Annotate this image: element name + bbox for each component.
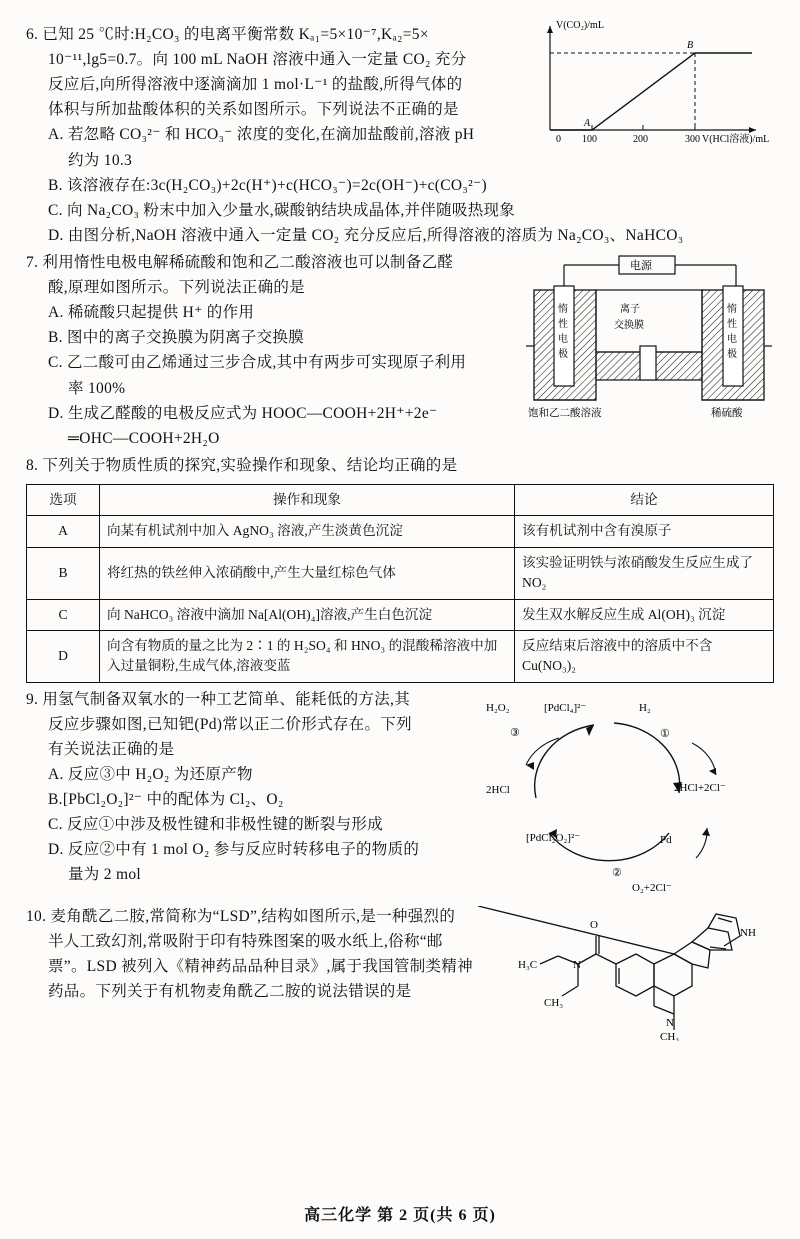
q6-ylabel: V(CO₂)/mL <box>556 20 604 31</box>
q7-membrane-label: 离子 <box>620 303 640 315</box>
q6-xtick-3: 300 <box>685 134 700 145</box>
svg-text:电: 电 <box>558 333 568 345</box>
question-10 <box>26 904 774 1039</box>
q9-stem-line-1: 9. 用氢气制备双氧水的一种工艺简单、能耗低的方法,其 <box>26 690 410 708</box>
svg-text:极: 极 <box>558 348 568 360</box>
q9-catalytic-cycle <box>464 683 774 898</box>
q9-label-o2-2cl: O₂+2Cl⁻ <box>632 881 672 894</box>
q9-step-3: ③ <box>510 726 520 739</box>
q8-table <box>26 484 774 683</box>
row-b-conclusion: 该实验证明铁与浓硝酸发生反应生成了 NO₂ <box>515 547 774 599</box>
row-a-conclusion: 该有机试剂中含有溴原子 <box>515 516 774 547</box>
q6-point-b: B <box>687 40 694 51</box>
table-row <box>27 516 774 547</box>
q9-stem-line-2: 反应步骤如图,已知钯(Pd)常以正二价形式存在。下列 <box>48 715 412 733</box>
q7-power-label: 电源 <box>630 259 652 272</box>
question-6 <box>26 22 774 248</box>
q6-graph <box>520 18 770 148</box>
q10-stem-line-3: 票”。LSD 被列入《精神药品品种目录》,属于我国管制类精神 <box>48 957 473 975</box>
row-b-option: B <box>27 547 100 599</box>
row-d-conclusion: 反应结束后溶液中的溶质中不含 Cu(NO₃)₂ <box>515 630 774 682</box>
row-b-operation: 将红热的铁丝伸入浓硝酸中,产生大量红棕色气体 <box>100 547 515 599</box>
q9-label-pd: Pd <box>660 833 672 846</box>
row-a-operation: 向某有机试剂中加入 AgNO₃ 溶液,产生淡黄色沉淀 <box>100 516 515 547</box>
page-footer <box>0 1202 800 1225</box>
svg-text:极: 极 <box>727 348 737 360</box>
q7-number: 7. <box>26 253 39 271</box>
table-header-row <box>27 484 774 515</box>
q6-option-a-cont: 约为 10.3 <box>68 151 133 169</box>
question-9 <box>26 687 774 902</box>
q7-left-solution-label: 饱和乙二酸溶液 <box>528 407 602 419</box>
row-d-operation: 向含有物质的量之比为 2∶1 的 H₂SO₄ 和 HNO₃ 的混酸稀溶液中加入过量铜粉,生成气体,溶液变蓝 <box>100 630 515 682</box>
q9-option-d: D. 反应②中有 1 mol O₂ 参与反应时转移电子的物质的 <box>48 841 420 859</box>
q9-step-2: ② <box>612 866 622 879</box>
table-row <box>27 599 774 630</box>
q10-label-h3c: H₃C <box>518 958 538 971</box>
q6-stem-line-1: 6. 已知 25 ℃时:H₂CO₃ 的电离平衡常数 Kₐ₁=5×10⁻⁷,Kₐ₂=5× <box>26 26 429 43</box>
q9-label-pdcl2o2: [PdCl₂O₂]²⁻ <box>526 831 581 844</box>
q7-option-a: A. 稀硫酸只起提供 H⁺ 的作用 <box>48 304 255 322</box>
q10-number: 10. <box>26 907 47 925</box>
q9-option-b: B.[PbCl₂O₂]²⁻ 中的配体为 Cl₂、O₂ <box>48 791 284 809</box>
q10-label-n-ring: N <box>666 1016 674 1029</box>
svg-text:性: 性 <box>558 318 568 330</box>
q9-option-c: C. 反应①中涉及极性键和非极性键的断裂与形成 <box>48 816 383 834</box>
row-c-option: C <box>27 599 100 630</box>
q7-electrolysis-figure <box>524 250 774 440</box>
q6-point-a: A <box>584 118 591 129</box>
col-header-option: 选项 <box>27 484 100 515</box>
q9-stem-line-3: 有关说法正确的是 <box>48 740 175 758</box>
q7-option-d-cont: ═OHC—COOH+2H₂O <box>68 429 220 447</box>
q10-label-o: O <box>590 918 598 931</box>
q6-option-a: A. 若忽略 CO₃²⁻ 和 HCO₃⁻ 浓度的变化,在滴加盐酸前,溶液 pH <box>48 126 475 144</box>
q9-option-a: A. 反应③中 H₂O₂ 为还原产物 <box>48 766 253 784</box>
row-c-conclusion: 发生双水解反应生成 Al(OH)₃ 沉淀 <box>515 599 774 630</box>
q10-label-n-amide: N <box>573 958 581 971</box>
q6-xtick-2: 200 <box>633 134 648 145</box>
col-header-operation: 操作和现象 <box>100 484 515 515</box>
svg-text:电: 电 <box>727 333 737 345</box>
q7-stem-line-1: 7. 利用惰性电极电解稀硫酸和饱和乙二酸溶液也可以制备乙醛 <box>26 253 454 271</box>
q6-option-c: C. 向 Na₂CO₃ 粉末中加入少量水,碳酸钠结块成晶体,并伴随吸热现象 <box>48 201 516 219</box>
q10-stem-line-1: 10. 麦角酰乙二胺,常简称为“LSD”,结构如图所示,是一种强烈的 <box>26 907 456 925</box>
q10-label-ch3-bottom: CH₃ <box>660 1030 680 1041</box>
svg-text:性: 性 <box>727 318 737 330</box>
q8-number: 8. <box>26 456 39 474</box>
q6-origin-label: 0 <box>556 134 561 145</box>
question-8 <box>26 453 774 683</box>
q6-stem-line-4: 体积与所加盐酸体积的关系如图所示。下列说法不正确的是 <box>48 101 459 119</box>
row-d-option: D <box>27 630 100 682</box>
q6-option-d: D. 由图分析,NaOH 溶液中通入一定量 CO₂ 充分反应后,所得溶液的溶质为 Na₂CO₃、NaHCO₃ <box>48 226 684 244</box>
q8-stem-line-1: 8. 下列关于物质性质的探究,实验操作和现象、结论均正确的是 <box>26 456 458 474</box>
q6-stem-line-2: 10⁻¹¹,lg5=0.7。向 100 mL NaOH 溶液中通入一定量 CO₂ 充分 <box>48 51 467 69</box>
q6-stem-line-3: 反应后,向所得溶液中逐滴滴加 1 mol·L⁻¹ 的盐酸,所得气体的 <box>48 76 463 94</box>
q10-lsd-structure <box>478 906 778 1041</box>
row-a-option: A <box>27 516 100 547</box>
q6-xtick-1: 100 <box>582 134 597 145</box>
col-header-conclusion: 结论 <box>515 484 774 515</box>
q10-label-nh: NH <box>740 926 756 939</box>
q10-stem-line-2: 半人工致幻剂,常吸附于印有特殊图案的吸水纸上,俗称“邮 <box>48 932 443 950</box>
q9-label-2hcl-2cl: 2HCl+2Cl⁻ <box>674 781 726 794</box>
q7-option-d: D. 生成乙醛酸的电极反应式为 HOOC—COOH+2H⁺+2e⁻ <box>48 404 438 422</box>
footer-text: 高三化学 第 2 页(共 6 页) <box>304 1207 496 1224</box>
question-7 <box>26 250 774 451</box>
q7-left-electrode-label: 惰 <box>558 303 568 315</box>
table-row <box>27 547 774 599</box>
q9-step-1: ① <box>660 727 670 740</box>
row-c-operation: 向 NaHCO₃ 溶液中滴加 Na[Al(OH)₄]溶液,产生白色沉淀 <box>100 599 515 630</box>
q10-label-ch3-lower: CH₃ <box>544 996 564 1009</box>
q9-option-d-cont: 量为 2 mol <box>68 866 142 884</box>
table-row <box>27 630 774 682</box>
q6-number: 6. <box>26 26 39 43</box>
q7-right-solution-label: 稀硫酸 <box>711 407 743 419</box>
q9-label-pdcl4: [PdCl₄]²⁻ <box>544 701 587 714</box>
q7-option-c: C. 乙二酸可由乙烯通过三步合成,其中有两步可实现原子利用 <box>48 354 467 372</box>
q7-option-b: B. 图中的离子交换膜为阴离子交换膜 <box>48 329 304 347</box>
q6-option-b: B. 该溶液存在:3c(H₂CO₃)+2c(H⁺)+c(HCO₃⁻)=2c(OH⁻)+c(CO₃²⁻) <box>48 176 487 194</box>
q7-stem-line-2: 酸,原理如图所示。下列说法正确的是 <box>48 279 305 297</box>
q9-label-h2o2: H₂O₂ <box>486 701 510 714</box>
q9-label-2hcl: 2HCl <box>486 783 510 796</box>
svg-text:交换膜: 交换膜 <box>614 319 644 331</box>
q7-right-electrode-label: 惰 <box>727 303 737 315</box>
q10-stem-line-4: 药品。下列关于有机物麦角酰乙二胺的说法错误的是 <box>48 983 412 1001</box>
q9-number: 9. <box>26 690 39 708</box>
q6-xlabel: V(HCl溶液)/mL <box>702 134 770 145</box>
q7-option-c-cont: 率 100% <box>68 379 126 397</box>
q9-label-h2: H₂ <box>639 701 651 714</box>
